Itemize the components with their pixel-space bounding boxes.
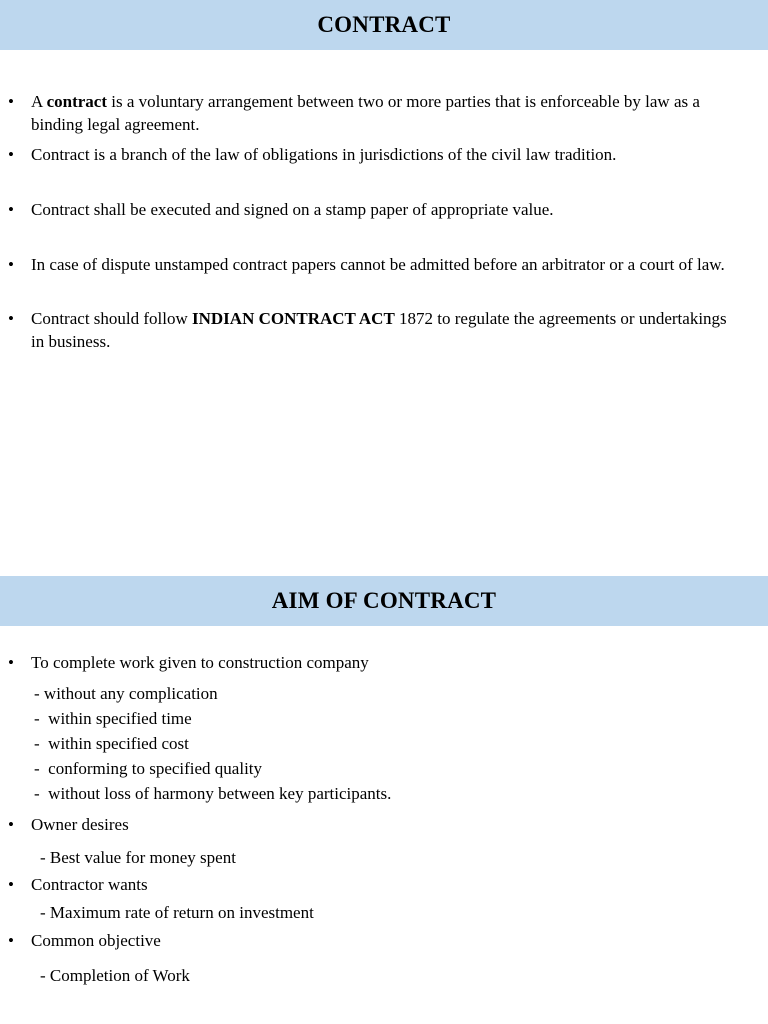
sub-item: - within specified cost	[34, 734, 189, 753]
bullet-icon: •	[8, 92, 14, 111]
sub-item: - conforming to specified quality	[34, 759, 263, 778]
bullet-icon: •	[8, 309, 14, 328]
list-item-text: Common objective	[31, 931, 161, 950]
sub-item: - Maximum rate of return on investment	[40, 903, 314, 922]
sub-item: - within specified time	[34, 709, 192, 728]
bullet-icon: •	[8, 815, 14, 834]
list-item-text: In case of dispute unstamped contract papers cannot be admitted before an arbitrator or a court of law.	[31, 255, 725, 274]
list-item-text: Contract shall be executed and signed on a stamp paper of appropriate value.	[31, 200, 554, 219]
slide-title: AIM OF CONTRACT	[271, 588, 497, 613]
list-item-text: Contract is a branch of the law of obligations in jurisdictions of the civil law tradition.	[31, 145, 617, 164]
list-item-text: To complete work given to construction company	[31, 653, 369, 672]
title-bar	[0, 0, 768, 50]
list-item-text: A contract is a voluntary arrangement between two or more parties that is enforceable by law as a binding legal agreement.	[31, 92, 700, 134]
sub-item: - Best value for money spent	[40, 848, 236, 867]
bullet-icon: •	[8, 200, 14, 219]
bullet-icon: •	[8, 255, 14, 274]
list-item-text: Contractor wants	[31, 875, 148, 894]
list-item-text: Owner desires	[31, 815, 129, 834]
bullet-icon: •	[8, 145, 14, 164]
sub-item: - Completion of Work	[40, 966, 190, 985]
slide-aim-of-contract	[0, 576, 768, 1024]
sub-item: - without any complication	[34, 684, 218, 703]
title-bar	[0, 576, 768, 626]
bullet-icon: •	[8, 653, 14, 672]
bullet-icon: •	[8, 931, 14, 950]
slide-title: CONTRACT	[317, 12, 451, 37]
bullet-icon: •	[8, 875, 14, 894]
list-item-text: Contract should follow INDIAN CONTRACT ACT 1872 to regulate the agreements or undertakings in business.	[31, 309, 727, 351]
sub-item: - without loss of harmony between key participants.	[34, 784, 392, 803]
